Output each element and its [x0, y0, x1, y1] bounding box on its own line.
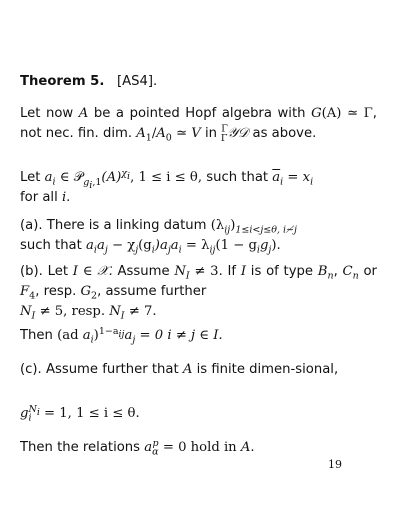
text: There is a linking datum [46, 218, 207, 233]
math-a-bar: $\overline{a}$ [272, 170, 281, 185]
subscript: 4 [29, 290, 36, 302]
paragraph-part-b [20, 262, 377, 322]
text: such that [206, 170, 269, 185]
text: Let now [20, 106, 74, 121]
text: be a pointed Hopf algebra with [93, 106, 306, 121]
text: is of type [250, 264, 313, 279]
math-I: I ∈ 𝒳. [72, 264, 113, 279]
text: or [363, 264, 377, 279]
math-root-vector: $a_\alpha^p$ [144, 437, 159, 458]
subscript: I [31, 310, 36, 322]
text: , resp. [35, 284, 77, 299]
text: Then [20, 328, 53, 343]
math-N: N [109, 304, 121, 319]
math-primitive: ∈ 𝒫 [59, 170, 84, 185]
math-A: A [182, 362, 193, 377]
calligraphic: 𝒴𝒟 [227, 126, 249, 141]
math-g-power: $g_i^{N_i} = 1$, 1 ≤ i ≤ θ. [20, 403, 140, 424]
theorem-citation: [AS4]. [116, 74, 158, 89]
math-neq: ≠ 7. [124, 304, 157, 319]
subscript: i [52, 176, 56, 188]
theorem-heading [20, 72, 377, 92]
subscript: I [185, 270, 190, 282]
math-B: B [317, 264, 328, 279]
math-neq: ≠ 5, resp. [35, 304, 106, 319]
math-I: I [240, 264, 247, 279]
math-A0: A [156, 126, 166, 141]
text: If [227, 264, 237, 279]
text: = 0 hold in [162, 440, 237, 455]
subscript: i [310, 176, 314, 188]
math-yetter-drinfeld [220, 123, 249, 144]
math-A: A [78, 106, 89, 121]
text: . [66, 190, 71, 205]
text: Then the relations [20, 440, 141, 455]
text: in [205, 126, 218, 141]
math-A: (A) [101, 170, 122, 185]
subscript: Γ [220, 132, 228, 144]
math-group: (A) ≃ Γ [321, 106, 373, 121]
paragraph-part-c [20, 360, 377, 380]
superscript: χi [121, 167, 131, 182]
math-F: F [20, 284, 30, 299]
subscript: n [327, 270, 334, 282]
paragraph-setup: Let now A be a pointed Hopf algebra with G(A) ≃ Γ, not nec. fin. dim. $A_1/A_0$ ≃ V in $^\Gamma_\Gamma$𝒴𝒟 as above. [20, 106, 377, 144]
math-linking-datum: $(\lambda_{ij})_{1\le i<j\le\theta, i≁j}$ [210, 218, 297, 236]
subscript: 1 [145, 132, 152, 144]
text: Let [47, 264, 69, 279]
paragraph-elements [20, 168, 377, 208]
subscript: i [89, 179, 93, 191]
subscript: n [352, 270, 359, 282]
math-N: N [20, 304, 32, 319]
text: such that [20, 238, 82, 253]
text: Assume further that [45, 362, 179, 377]
text: for all [20, 190, 58, 205]
paragraph-serre-relation [20, 326, 377, 346]
subscript: gi,1 [83, 176, 102, 191]
math-G: G [80, 284, 92, 299]
text: Let [20, 170, 41, 185]
math-a: a [44, 170, 53, 185]
part-label: (a). [20, 218, 43, 233]
math-range: , 1 ≤ i ≤ θ, [130, 170, 203, 185]
paragraph-root-condition [20, 404, 377, 424]
superscript: Γ [221, 123, 228, 135]
paragraph-part-a [20, 216, 377, 256]
text: . [250, 440, 255, 455]
math-V: ≃ V [176, 126, 201, 141]
text: , not nec. fin. dim. [20, 106, 377, 141]
math-neq: ≠ 3. [189, 264, 223, 279]
subscript: 0 [165, 132, 172, 144]
part-label: (c). [20, 362, 42, 377]
math-C: C [342, 264, 353, 279]
math-relation: $a_ia_j - \chi_j(g_i)a_ja_i = \lambda_{ij}(1 - g_ig_j)$. [86, 238, 281, 256]
math-A: A [240, 440, 251, 455]
text: Assume [117, 264, 170, 279]
math-ad: (ad $a_i)^{1-a_{ij}}a_j = 0$ i ≠ j ∈ I. [57, 325, 223, 346]
text: , assume further [97, 284, 207, 299]
subscript: i [280, 176, 284, 188]
text: as above. [252, 126, 317, 141]
math-i: i [61, 190, 67, 205]
text: is finite dimen-sional, [196, 362, 339, 377]
math-N: N [174, 264, 186, 279]
text: , [333, 264, 338, 279]
theorem-label: Theorem 5. [20, 74, 105, 89]
subscript: 2 [91, 290, 98, 302]
math-A1: A [136, 126, 146, 141]
math-G: G [311, 106, 322, 121]
page-number: 19 [328, 458, 342, 471]
part-label: (b). [20, 264, 43, 279]
math-eq: = x [287, 170, 311, 185]
subscript: I [120, 310, 125, 322]
paragraph-conclusion [20, 438, 377, 458]
